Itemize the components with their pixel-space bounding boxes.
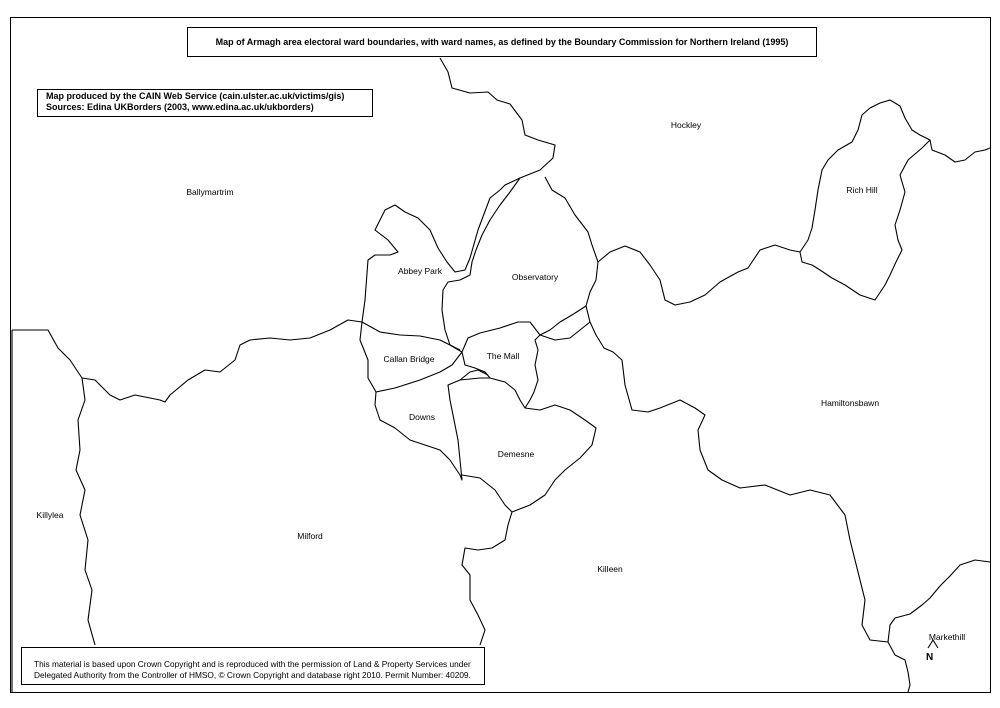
credit-line-1: Map produced by the CAIN Web Service (cain.ulster.ac.uk/victims/gis) [46,91,345,101]
boundary-rich-hill [800,140,930,300]
ward-label-the-mall: The Mall [486,351,520,361]
ward-label-ballymartrim: Ballymartrim [186,187,234,197]
map-title [187,27,817,57]
ward-label-killylea: Killylea [36,510,64,520]
ward-label-milford: Milford [297,531,323,541]
copyright-box [21,647,485,685]
ward-label-hockley: Hockley [670,120,702,130]
boundary-milford-killylea [76,378,95,645]
ward-label-demesne: Demesne [497,449,535,459]
map-title-text: Map of Armagh area electoral ward boundaries, with ward names, as defined by the Boundary Commission for Northern Ireland (1995) [215,37,789,47]
boundary-downs [375,370,488,480]
credit-box [37,89,373,117]
boundary-hockley-ballymartrim [440,58,555,190]
ward-label-downs: Downs [409,412,435,422]
boundary-demesne [460,378,596,512]
copyright-line-2: Delegated Authority from the Controller of HMSO, © Crown Copyright and database right 2010. Permit Number: 40209. [34,670,471,680]
ward-label-observatory: Observatory [511,272,559,282]
ward-label-killeen: Killeen [597,564,623,574]
boundary-hockley-hamiltonsbawn [598,100,990,305]
boundary-observatory-west [442,178,520,350]
boundary-abbeypark-north [362,190,500,322]
boundary-observatory-south [462,306,586,352]
ward-label-abbey-park: Abbey Park [398,266,442,276]
ward-label-callan-bridge: Callan Bridge [383,354,435,364]
north-arrow-label: N [926,652,934,663]
boundary-ballymartrim-milford [12,320,362,402]
ward-label-hamiltonsbawn: Hamiltonsbawn [820,398,880,408]
ward-label-rich-hill: Rich Hill [846,185,878,195]
boundary-killeen-milford [462,512,512,645]
copyright-line-1: This material is based upon Crown Copyright and is reproduced with the permission of Land & Property Services under [34,659,471,669]
credit-line-2: Sources: Edina UKBorders (2003, www.edina.ac.uk/ukborders) [46,102,314,112]
boundary-markethill [888,642,910,692]
ward-label-markethill: Markethill [928,632,966,642]
